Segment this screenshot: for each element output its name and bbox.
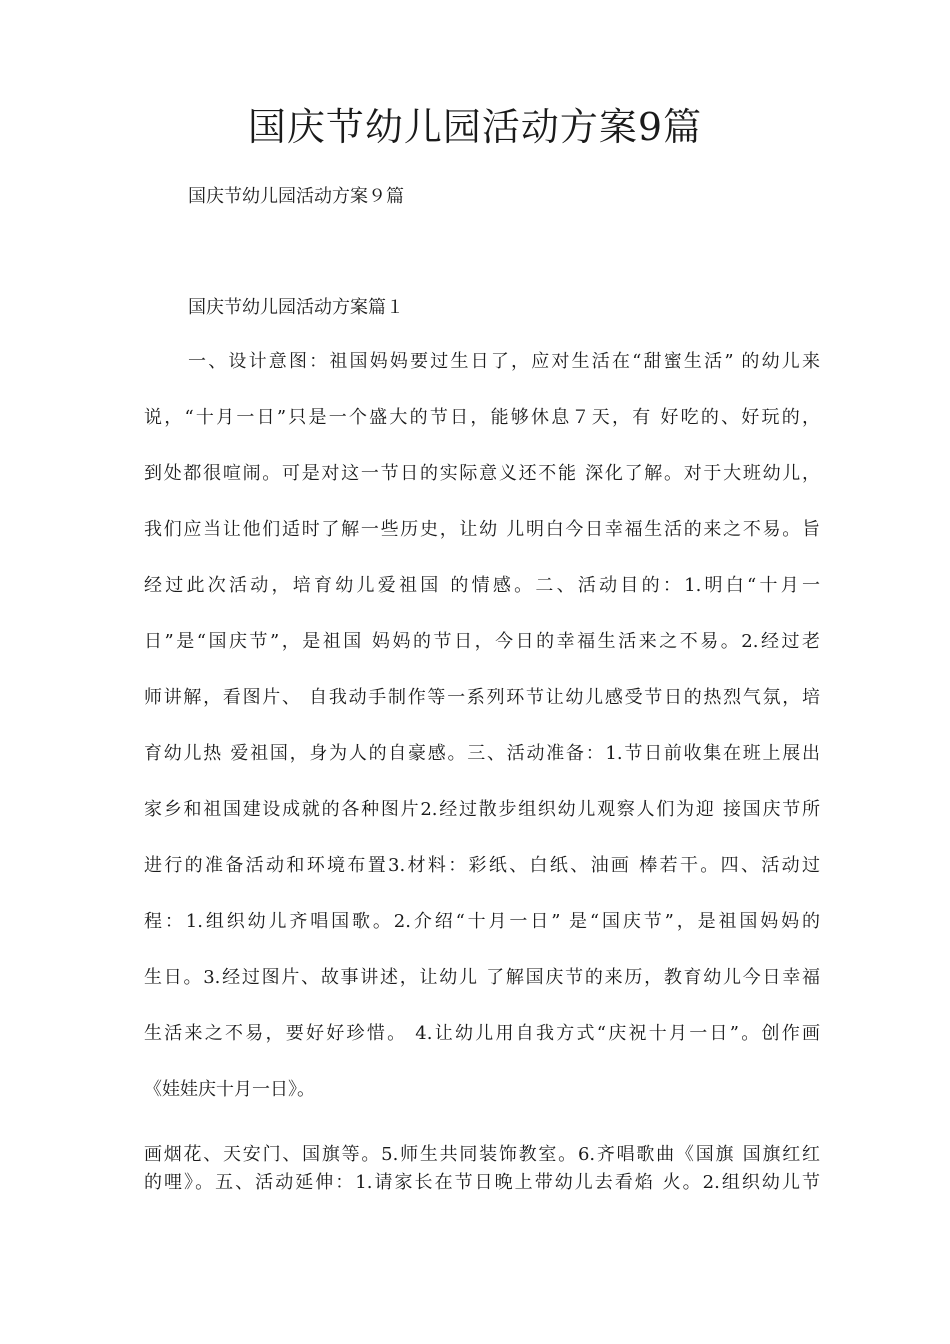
body-line: 日”是“国庆节”，是祖国 妈妈的节日，今日的幸福生活来之不易。2.经过老 — [144, 631, 820, 652]
body-line: 进行的准备活动和环境布置3.材料：彩纸、白纸、油画 棒若干。四、活动过 — [144, 855, 820, 876]
body-line: 育幼儿热 爱祖国，身为人的自豪感。三、活动准备：1.节日前收集在班上展出 — [144, 743, 820, 764]
document-title: 国庆节幼儿园活动方案9篇 — [247, 105, 703, 149]
body-line: 师讲解，看图片、 自我动手制作等一系列环节让幼儿感受节日的热烈气氛，培 — [144, 687, 820, 708]
section-heading: 国庆节幼儿园活动方案篇１ — [188, 297, 404, 318]
body-line: 家乡和祖国建设成就的各种图片2.经过散步组织幼儿观察人们为迎 接国庆节所 — [144, 799, 820, 820]
body-paragraph — [144, 348, 820, 1132]
document-subtitle: 国庆节幼儿园活动方案９篇 — [188, 186, 404, 207]
body-line: 《娃娃庆十月一日》。 — [144, 1079, 315, 1100]
body-line: 生日。3.经过图片、故事讲述，让幼儿 了解国庆节的来历，教育幼儿今日幸福 — [144, 967, 820, 988]
body-line: 生活来之不易，要好好珍惜。 4.让幼儿用自我方式“庆祝十月一日”。创作画 — [144, 1023, 820, 1044]
body-line: 程：1.组织幼儿齐唱国歌。2.介绍“十月一日” 是“国庆节”，是祖国妈妈的 — [144, 911, 820, 932]
continued-line: 画烟花、天安门、国旗等。5.师生共同装饰教室。6.齐唱歌曲《国旗 国旗红红 — [144, 1144, 820, 1165]
body-line: 一、设计意图：祖国妈妈要过生日了，应对生活在“甜蜜生活” 的幼儿来 — [188, 351, 820, 372]
continued-line: 的哩》。五、活动延伸：1.请家长在节日晚上带幼儿去看焰 火。2.组织幼儿节 — [144, 1172, 820, 1193]
body-line: 到处都很喧闹。可是对这一节日的实际意义还不能 深化了解。对于大班幼儿， — [144, 463, 820, 484]
body-line: 经过此次活动，培育幼儿爱祖国 的情感。二、活动目的：1.明白“十月一 — [144, 575, 820, 596]
body-line: 说，“十月一日”只是一个盛大的节日，能够休息７天，有 好吃的、好玩的， — [144, 407, 820, 428]
body-line: 我们应当让他们适时了解一些历史，让幼 儿明白今日幸福生活的来之不易。旨 — [144, 519, 820, 540]
continued-paragraph — [144, 1141, 820, 1197]
